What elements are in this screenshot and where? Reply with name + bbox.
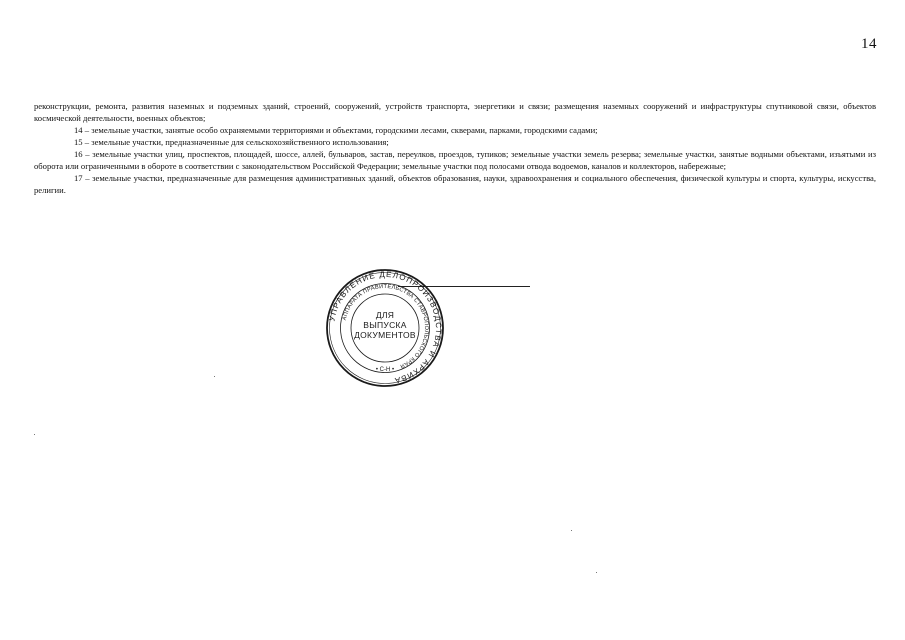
scan-speck [571, 530, 572, 531]
stamp-center-line: ДЛЯ [375, 310, 395, 320]
stamp-center-line: ВЫПУСКА [363, 320, 407, 330]
document-body [34, 100, 876, 196]
stamp-inner-text: АППАРАТА ПРАВИТЕЛЬСТВА СТАВРОПОЛЬСКОГО КРАЯ [341, 283, 430, 369]
scan-speck [214, 376, 215, 377]
paragraph-item-16: 16 – земельные участки улиц, проспектов, площадей, шоссе, аллей, бульваров, застав, переулков, проездов, тупиков; земельные участки земель резерва; земельные участки, занятые водными объектами, изъятыми из оборота или ограниченными в обороте в соответствии с законодательством Российской Федерации; земельные участки под полосами отвода водоемов, каналов и коллекторов, набережные; [34, 149, 876, 171]
stamp-bottom-mark: • С-Н • [375, 367, 395, 373]
paragraph-item-14: 14 – земельные участки, занятые особо охраняемыми территориями и объектами, городскими лесами, скверами, парками, городскими садами; [74, 125, 598, 135]
stamp-center-text [325, 310, 445, 340]
page-number: 14 [861, 36, 877, 52]
paragraph-item-15: 15 – земельные участки, предназначенные для сельскохозяйственного использования; [74, 137, 389, 147]
paragraph-item-17: 17 – земельные участки, предназначенные для размещения административных зданий, объектов образования, науки, здравоохранения и социального обеспечения, физической культуры и спорта, культуры, искусства, религии. [34, 173, 876, 195]
stamp-center-line: ДОКУМЕНТОВ [354, 330, 416, 340]
paragraph-continuation: реконструкции, ремонта, развития наземных и подземных зданий, строений, сооружений, устройств транспорта, энергетики и связи; размещения наземных сооружений и инфраструктуры спутниковой связи, объектов космической деятельности, военных объектов; [34, 101, 876, 123]
official-stamp [325, 268, 445, 388]
stamp-outer-text: УПРАВЛЕНИЕ ДЕЛОПРОИЗВОДСТВА И АРХИВА [327, 269, 444, 386]
scan-speck [596, 572, 597, 573]
scan-speck [34, 434, 35, 435]
